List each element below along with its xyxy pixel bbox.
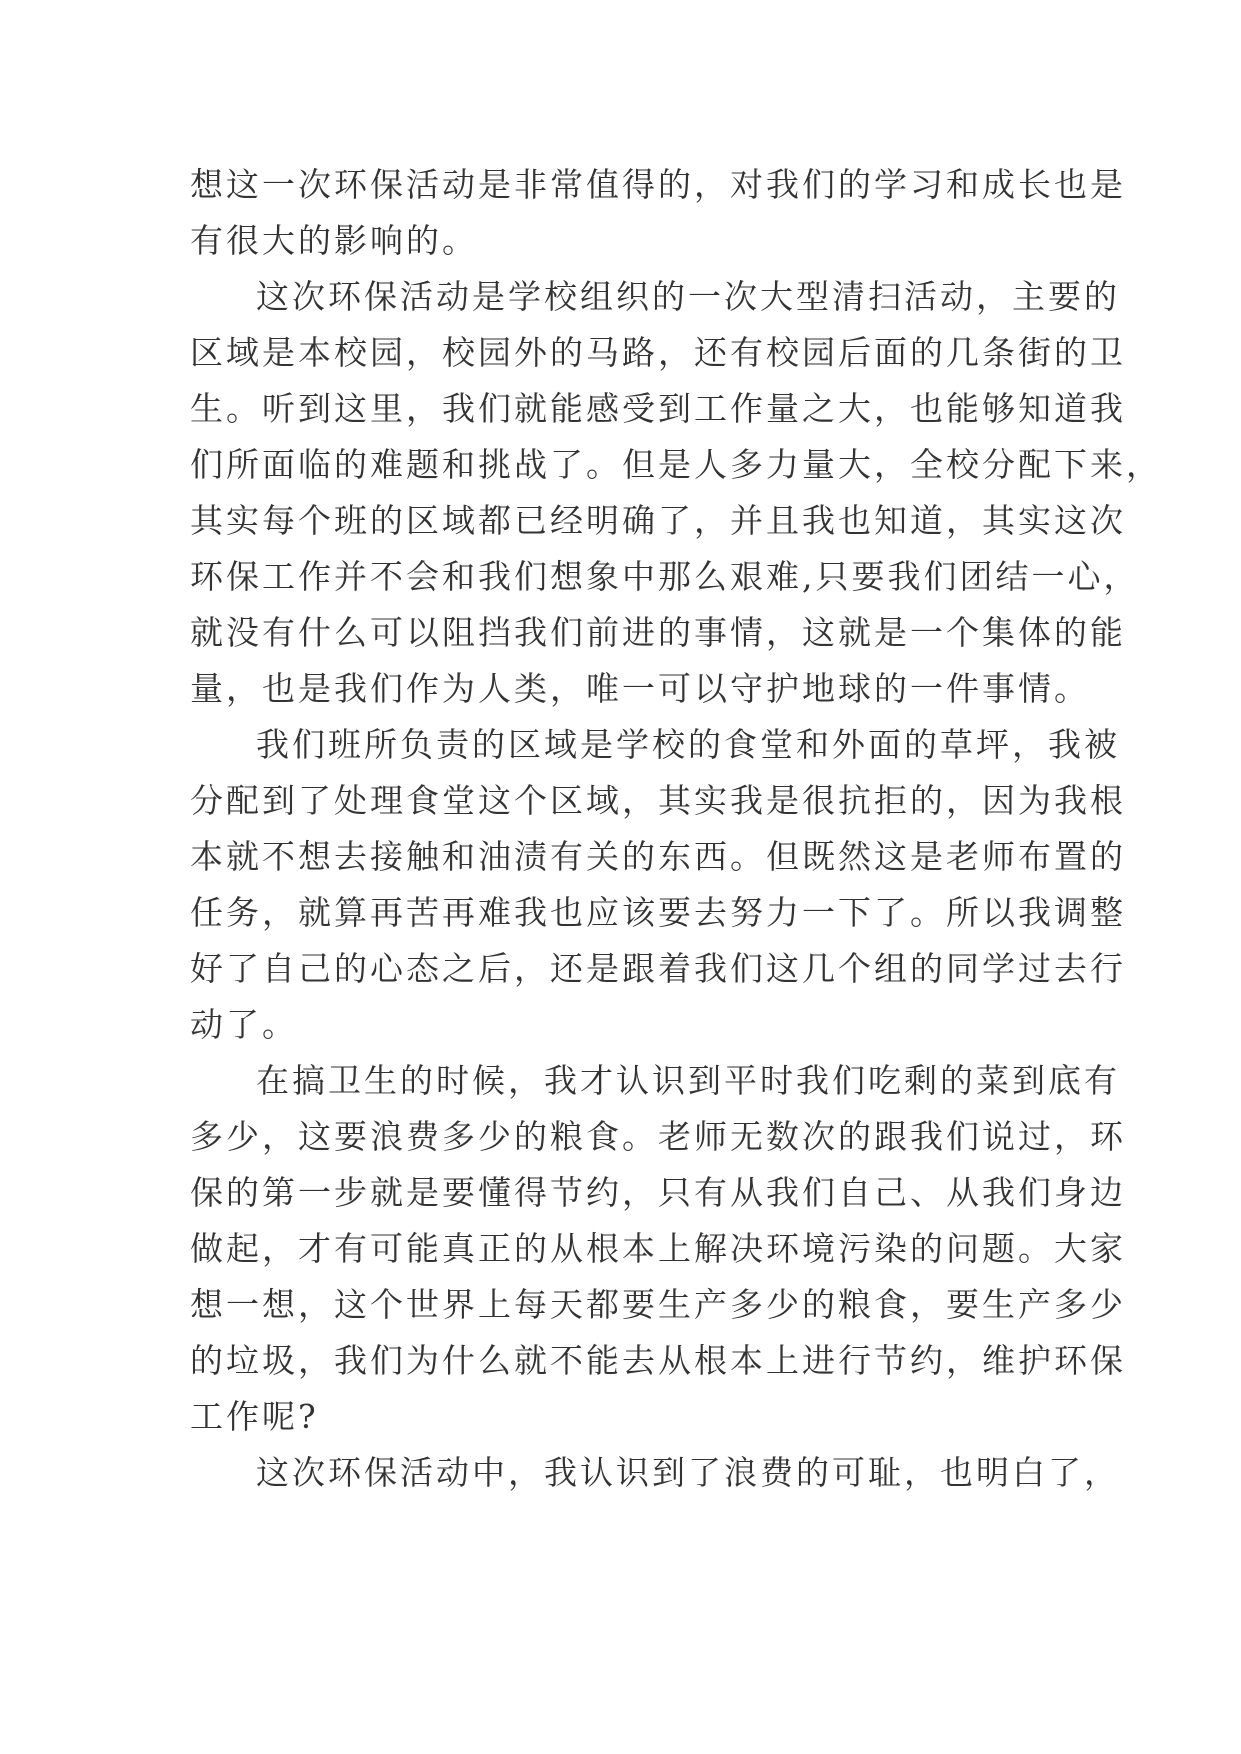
text-line-paragraph-start: 在搞卫生的时候，我才认识到平时我们吃剩的菜到底有 bbox=[256, 1061, 1120, 1100]
text-line-paragraph-start: 这次环保活动中，我认识到了浪费的可耻，也明白了， bbox=[256, 1453, 1120, 1492]
text-line: 做起，才有可能真正的从根本上解决环境污染的问题。大家 bbox=[190, 1229, 1126, 1268]
text-line: 任务，就算再苦再难我也应该要去努力一下了。所以我调整 bbox=[190, 893, 1126, 932]
text-line: 好了自己的心态之后，还是跟着我们这几个组的同学过去行 bbox=[190, 949, 1126, 988]
text-line: 就没有什么可以阻挡我们前进的事情，这就是一个集体的能 bbox=[190, 613, 1126, 652]
text-line-paragraph-start: 这次环保活动是学校组织的一次大型清扫活动，主要的 bbox=[256, 277, 1120, 316]
text-line: 工作呢? bbox=[190, 1397, 319, 1436]
text-line: 想这一次环保活动是非常值得的，对我们的学习和成长也是 bbox=[190, 165, 1126, 204]
text-line: 生。听到这里，我们就能感受到工作量之大，也能够知道我 bbox=[190, 389, 1126, 428]
text-line: 区域是本校园，校园外的马路，还有校园后面的几条街的卫 bbox=[190, 333, 1126, 372]
text-line: 们所面临的难题和挑战了。但是人多力量大，全校分配下来， bbox=[190, 445, 1162, 484]
text-line: 分配到了处理食堂这个区域，其实我是很抗拒的，因为我根 bbox=[190, 781, 1126, 820]
text-line: 保的第一步就是要懂得节约，只有从我们自己、从我们身边 bbox=[190, 1173, 1126, 1212]
text-line: 量，也是我们作为人类，唯一可以守护地球的一件事情。 bbox=[190, 669, 1090, 708]
text-line: 多少，这要浪费多少的粮食。老师无数次的跟我们说过，环 bbox=[190, 1117, 1126, 1156]
text-line: 的垃圾，我们为什么就不能去从根本上进行节约，维护环保 bbox=[190, 1341, 1126, 1380]
text-line: 本就不想去接触和油渍有关的东西。但既然这是老师布置的 bbox=[190, 837, 1126, 876]
text-line: 动了。 bbox=[190, 1005, 298, 1044]
text-line: 想一想，这个世界上每天都要生产多少的粮食，要生产多少 bbox=[190, 1285, 1126, 1324]
text-line: 有很大的影响的。 bbox=[190, 221, 478, 260]
text-line: 其实每个班的区域都已经明确了，并且我也知道，其实这次 bbox=[190, 501, 1126, 540]
text-line-paragraph-start: 我们班所负责的区域是学校的食堂和外面的草坪，我被 bbox=[256, 725, 1120, 764]
text-line: 环保工作并不会和我们想象中那么艰难,只要我们团结一心， bbox=[190, 557, 1140, 596]
